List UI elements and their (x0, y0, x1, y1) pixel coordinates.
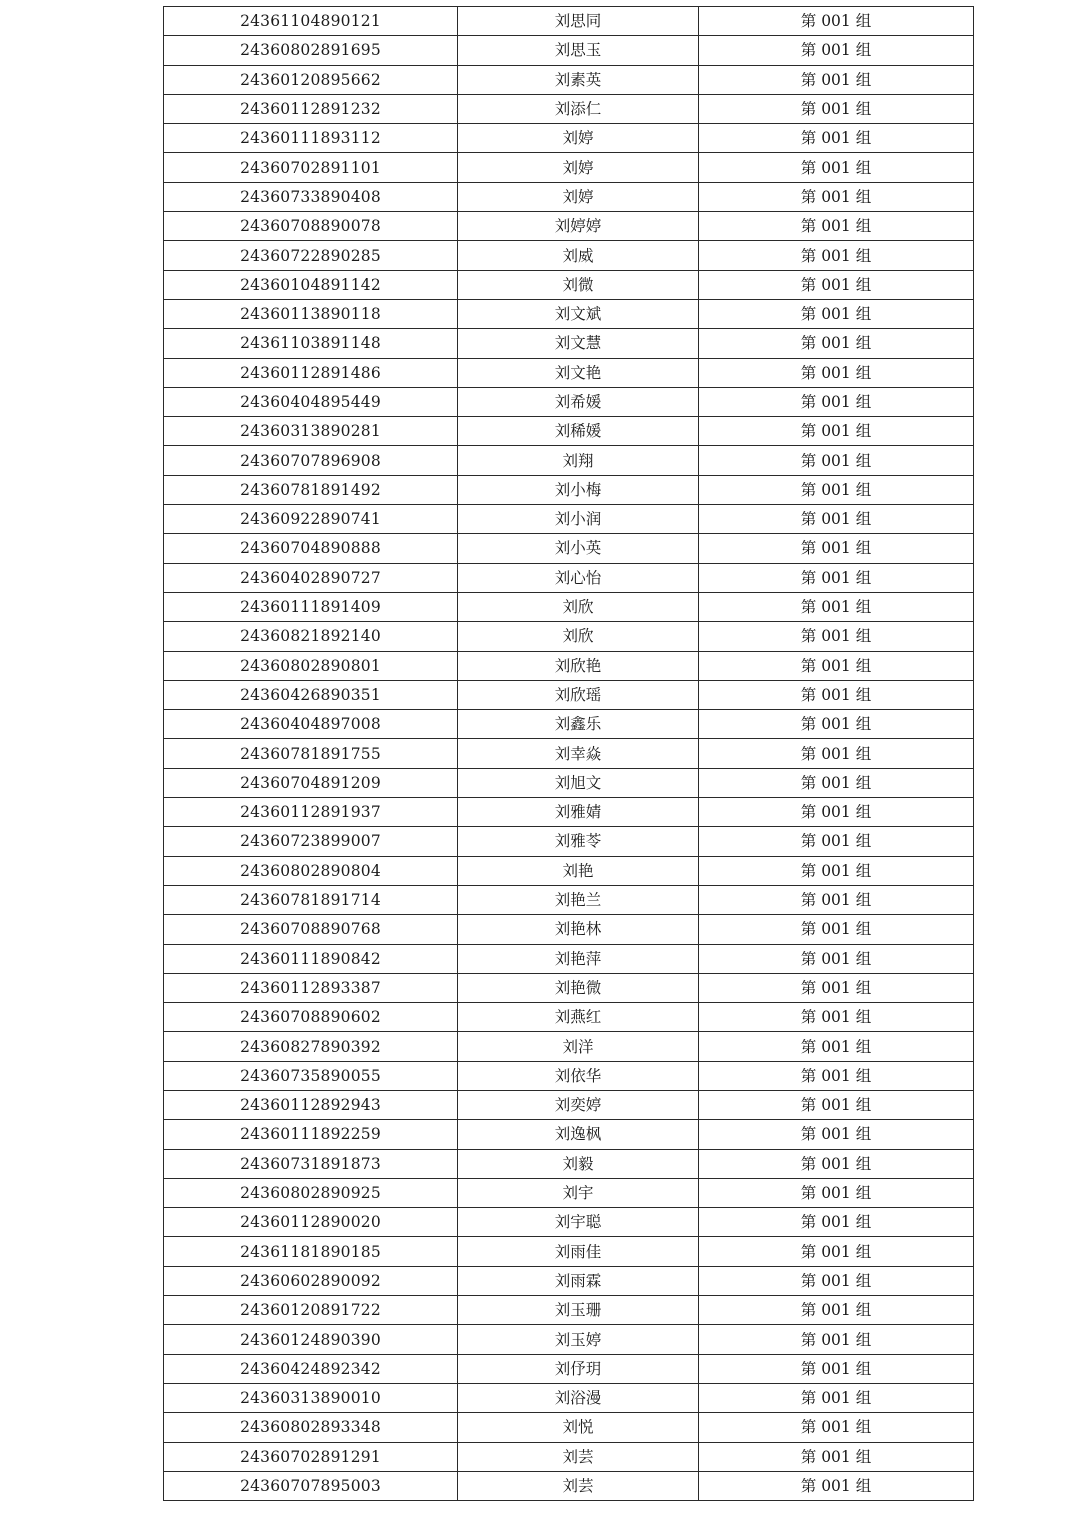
table-row (164, 973, 974, 1002)
candidate-name-cell: 刘依华 (458, 1061, 699, 1090)
candidate-name-cell: 刘玉珊 (458, 1296, 699, 1325)
table-row (164, 563, 974, 592)
candidate-id-cell: 24360404897008 (164, 710, 458, 739)
candidate-id-cell: 24360802893348 (164, 1413, 458, 1442)
table-row (164, 1266, 974, 1295)
candidate-id-cell: 24360111890842 (164, 944, 458, 973)
group-cell: 第 001 组 (699, 592, 974, 621)
group-cell: 第 001 组 (699, 710, 974, 739)
candidate-id-cell: 24360922890741 (164, 505, 458, 534)
table-row (164, 622, 974, 651)
table-row (164, 680, 974, 709)
candidate-id-cell: 24360707896908 (164, 446, 458, 475)
group-cell: 第 001 组 (699, 768, 974, 797)
candidate-name-cell: 刘雅苓 (458, 827, 699, 856)
candidate-name-cell: 刘婷 (458, 153, 699, 182)
group-cell: 第 001 组 (699, 1090, 974, 1119)
group-cell: 第 001 组 (699, 505, 974, 534)
group-cell: 第 001 组 (699, 973, 974, 1002)
candidate-name-cell: 刘思同 (458, 7, 699, 36)
table-row (164, 592, 974, 621)
candidate-id-cell: 24360731891873 (164, 1149, 458, 1178)
candidate-id-cell: 24360111893112 (164, 124, 458, 153)
candidate-id-cell: 24360802890925 (164, 1178, 458, 1207)
group-cell: 第 001 组 (699, 212, 974, 241)
group-cell: 第 001 组 (699, 241, 974, 270)
candidate-name-cell: 刘文艳 (458, 358, 699, 387)
candidate-id-cell: 24360424892342 (164, 1354, 458, 1383)
table-row (164, 798, 974, 827)
table-row (164, 358, 974, 387)
group-cell: 第 001 组 (699, 856, 974, 885)
group-cell: 第 001 组 (699, 270, 974, 299)
candidate-name-cell: 刘雅婧 (458, 798, 699, 827)
candidate-name-cell: 刘婷 (458, 182, 699, 211)
candidate-name-cell: 刘浴漫 (458, 1383, 699, 1412)
table-row (164, 124, 974, 153)
group-cell: 第 001 组 (699, 651, 974, 680)
group-cell: 第 001 组 (699, 299, 974, 328)
candidate-id-cell: 24360402890727 (164, 563, 458, 592)
candidate-name-cell: 刘威 (458, 241, 699, 270)
candidate-id-cell: 24360120891722 (164, 1296, 458, 1325)
candidate-id-cell: 24360426890351 (164, 680, 458, 709)
group-cell: 第 001 组 (699, 622, 974, 651)
candidate-name-cell: 刘奕婷 (458, 1090, 699, 1119)
candidate-name-cell: 刘文慧 (458, 329, 699, 358)
table-row (164, 7, 974, 36)
table-row (164, 1471, 974, 1500)
candidate-name-cell: 刘欣 (458, 622, 699, 651)
group-cell: 第 001 组 (699, 1325, 974, 1354)
candidate-id-cell: 24360120895662 (164, 65, 458, 94)
candidate-name-cell: 刘小梅 (458, 475, 699, 504)
table-row (164, 739, 974, 768)
candidate-id-cell: 24361104890121 (164, 7, 458, 36)
table-row (164, 182, 974, 211)
candidate-name-cell: 刘幸焱 (458, 739, 699, 768)
group-cell: 第 001 组 (699, 1442, 974, 1471)
group-cell: 第 001 组 (699, 1413, 974, 1442)
candidate-name-cell: 刘雨霖 (458, 1266, 699, 1295)
table-row (164, 387, 974, 416)
candidate-name-cell: 刘心怡 (458, 563, 699, 592)
candidate-id-cell: 24360708890602 (164, 1003, 458, 1032)
group-cell: 第 001 组 (699, 739, 974, 768)
candidate-name-cell: 刘逸枫 (458, 1120, 699, 1149)
table-row (164, 944, 974, 973)
candidate-id-cell: 24360124890390 (164, 1325, 458, 1354)
candidate-id-cell: 24360112891937 (164, 798, 458, 827)
candidate-id-cell: 24360404895449 (164, 387, 458, 416)
table-row (164, 768, 974, 797)
group-cell: 第 001 组 (699, 680, 974, 709)
group-cell: 第 001 组 (699, 387, 974, 416)
group-cell: 第 001 组 (699, 563, 974, 592)
candidate-name-cell: 刘艳 (458, 856, 699, 885)
candidate-id-cell: 24360723899007 (164, 827, 458, 856)
group-cell: 第 001 组 (699, 417, 974, 446)
table-row (164, 1149, 974, 1178)
candidate-id-cell: 24360781891755 (164, 739, 458, 768)
candidate-id-cell: 24360781891714 (164, 885, 458, 914)
table-row (164, 1090, 974, 1119)
candidate-name-cell: 刘宇聪 (458, 1208, 699, 1237)
candidate-name-cell: 刘婷婷 (458, 212, 699, 241)
candidate-name-cell: 刘艳林 (458, 915, 699, 944)
candidate-name-cell: 刘艳兰 (458, 885, 699, 914)
group-cell: 第 001 组 (699, 94, 974, 123)
group-cell: 第 001 组 (699, 1032, 974, 1061)
candidate-name-cell: 刘宇 (458, 1178, 699, 1207)
group-cell: 第 001 组 (699, 446, 974, 475)
group-cell: 第 001 组 (699, 1383, 974, 1412)
table-row (164, 1442, 974, 1471)
candidate-name-cell: 刘添仁 (458, 94, 699, 123)
candidate-id-cell: 24360702891101 (164, 153, 458, 182)
group-cell: 第 001 组 (699, 944, 974, 973)
candidate-id-cell: 24360111891409 (164, 592, 458, 621)
table-row (164, 915, 974, 944)
table-row (164, 1032, 974, 1061)
candidate-name-cell: 刘悦 (458, 1413, 699, 1442)
candidate-id-cell: 24360781891492 (164, 475, 458, 504)
group-cell: 第 001 组 (699, 124, 974, 153)
candidate-name-cell: 刘小润 (458, 505, 699, 534)
roster-table (163, 6, 974, 1501)
candidate-name-cell: 刘毅 (458, 1149, 699, 1178)
candidate-name-cell: 刘文斌 (458, 299, 699, 328)
table-row (164, 212, 974, 241)
group-cell: 第 001 组 (699, 1208, 974, 1237)
candidate-id-cell: 24360112891232 (164, 94, 458, 123)
table-row (164, 534, 974, 563)
table-row (164, 710, 974, 739)
candidate-id-cell: 24360112891486 (164, 358, 458, 387)
candidate-name-cell: 刘伃玥 (458, 1354, 699, 1383)
candidate-name-cell: 刘翔 (458, 446, 699, 475)
group-cell: 第 001 组 (699, 1061, 974, 1090)
candidate-id-cell: 24360722890285 (164, 241, 458, 270)
group-cell: 第 001 组 (699, 475, 974, 504)
candidate-name-cell: 刘鑫乐 (458, 710, 699, 739)
group-cell: 第 001 组 (699, 1266, 974, 1295)
group-cell: 第 001 组 (699, 1237, 974, 1266)
candidate-id-cell: 24360313890281 (164, 417, 458, 446)
group-cell: 第 001 组 (699, 1003, 974, 1032)
candidate-name-cell: 刘欣艳 (458, 651, 699, 680)
group-cell: 第 001 组 (699, 534, 974, 563)
group-cell: 第 001 组 (699, 885, 974, 914)
group-cell: 第 001 组 (699, 1471, 974, 1500)
table-row (164, 241, 974, 270)
candidate-id-cell: 24360802890804 (164, 856, 458, 885)
candidate-name-cell: 刘芸 (458, 1442, 699, 1471)
candidate-id-cell: 24360827890392 (164, 1032, 458, 1061)
table-row (164, 1061, 974, 1090)
table-row (164, 153, 974, 182)
candidate-id-cell: 24360802891695 (164, 36, 458, 65)
table-row (164, 505, 974, 534)
candidate-name-cell: 刘欣 (458, 592, 699, 621)
candidate-id-cell: 24360802890801 (164, 651, 458, 680)
candidate-id-cell: 24360602890092 (164, 1266, 458, 1295)
candidate-id-cell: 24360112890020 (164, 1208, 458, 1237)
table-row (164, 446, 974, 475)
candidate-id-cell: 24360704891209 (164, 768, 458, 797)
candidate-name-cell: 刘燕红 (458, 1003, 699, 1032)
candidate-name-cell: 刘稀媛 (458, 417, 699, 446)
group-cell: 第 001 组 (699, 1149, 974, 1178)
group-cell: 第 001 组 (699, 36, 974, 65)
candidate-name-cell: 刘小英 (458, 534, 699, 563)
group-cell: 第 001 组 (699, 7, 974, 36)
candidate-id-cell: 24360733890408 (164, 182, 458, 211)
candidate-name-cell: 刘希媛 (458, 387, 699, 416)
candidate-id-cell: 24360104891142 (164, 270, 458, 299)
candidate-name-cell: 刘雨佳 (458, 1237, 699, 1266)
candidate-id-cell: 24360112892943 (164, 1090, 458, 1119)
table-row (164, 827, 974, 856)
group-cell: 第 001 组 (699, 1120, 974, 1149)
table-row (164, 65, 974, 94)
table-row (164, 651, 974, 680)
table-row (164, 270, 974, 299)
candidate-name-cell: 刘素英 (458, 65, 699, 94)
table-row (164, 1120, 974, 1149)
table-row (164, 299, 974, 328)
table-row (164, 885, 974, 914)
candidate-name-cell: 刘思玉 (458, 36, 699, 65)
candidate-name-cell: 刘芸 (458, 1471, 699, 1500)
candidate-id-cell: 24360702891291 (164, 1442, 458, 1471)
table-row (164, 329, 974, 358)
candidate-id-cell: 24360112893387 (164, 973, 458, 1002)
candidate-id-cell: 24360313890010 (164, 1383, 458, 1412)
roster-table-body (164, 7, 974, 1501)
table-row (164, 856, 974, 885)
candidate-name-cell: 刘洋 (458, 1032, 699, 1061)
candidate-id-cell: 24360735890055 (164, 1061, 458, 1090)
candidate-name-cell: 刘婷 (458, 124, 699, 153)
table-row (164, 1383, 974, 1412)
table-row (164, 1237, 974, 1266)
table-row (164, 417, 974, 446)
candidate-id-cell: 24360707895003 (164, 1471, 458, 1500)
table-row (164, 1296, 974, 1325)
table-row (164, 1354, 974, 1383)
candidate-name-cell: 刘玉婷 (458, 1325, 699, 1354)
group-cell: 第 001 组 (699, 1354, 974, 1383)
group-cell: 第 001 组 (699, 182, 974, 211)
table-row (164, 94, 974, 123)
candidate-name-cell: 刘微 (458, 270, 699, 299)
group-cell: 第 001 组 (699, 65, 974, 94)
group-cell: 第 001 组 (699, 153, 974, 182)
group-cell: 第 001 组 (699, 358, 974, 387)
table-row (164, 1208, 974, 1237)
candidate-id-cell: 24360821892140 (164, 622, 458, 651)
candidate-name-cell: 刘旭文 (458, 768, 699, 797)
candidate-name-cell: 刘艳微 (458, 973, 699, 1002)
candidate-id-cell: 24360708890078 (164, 212, 458, 241)
group-cell: 第 001 组 (699, 798, 974, 827)
candidate-name-cell: 刘艳萍 (458, 944, 699, 973)
candidate-id-cell: 24361181890185 (164, 1237, 458, 1266)
group-cell: 第 001 组 (699, 1296, 974, 1325)
candidate-id-cell: 24361103891148 (164, 329, 458, 358)
table-row (164, 36, 974, 65)
candidate-id-cell: 24360708890768 (164, 915, 458, 944)
candidate-id-cell: 24360113890118 (164, 299, 458, 328)
table-row (164, 1178, 974, 1207)
candidate-id-cell: 24360111892259 (164, 1120, 458, 1149)
table-row (164, 1003, 974, 1032)
group-cell: 第 001 组 (699, 1178, 974, 1207)
group-cell: 第 001 组 (699, 827, 974, 856)
table-row (164, 1325, 974, 1354)
group-cell: 第 001 组 (699, 915, 974, 944)
table-row (164, 1413, 974, 1442)
candidate-id-cell: 24360704890888 (164, 534, 458, 563)
group-cell: 第 001 组 (699, 329, 974, 358)
table-row (164, 475, 974, 504)
candidate-name-cell: 刘欣瑶 (458, 680, 699, 709)
